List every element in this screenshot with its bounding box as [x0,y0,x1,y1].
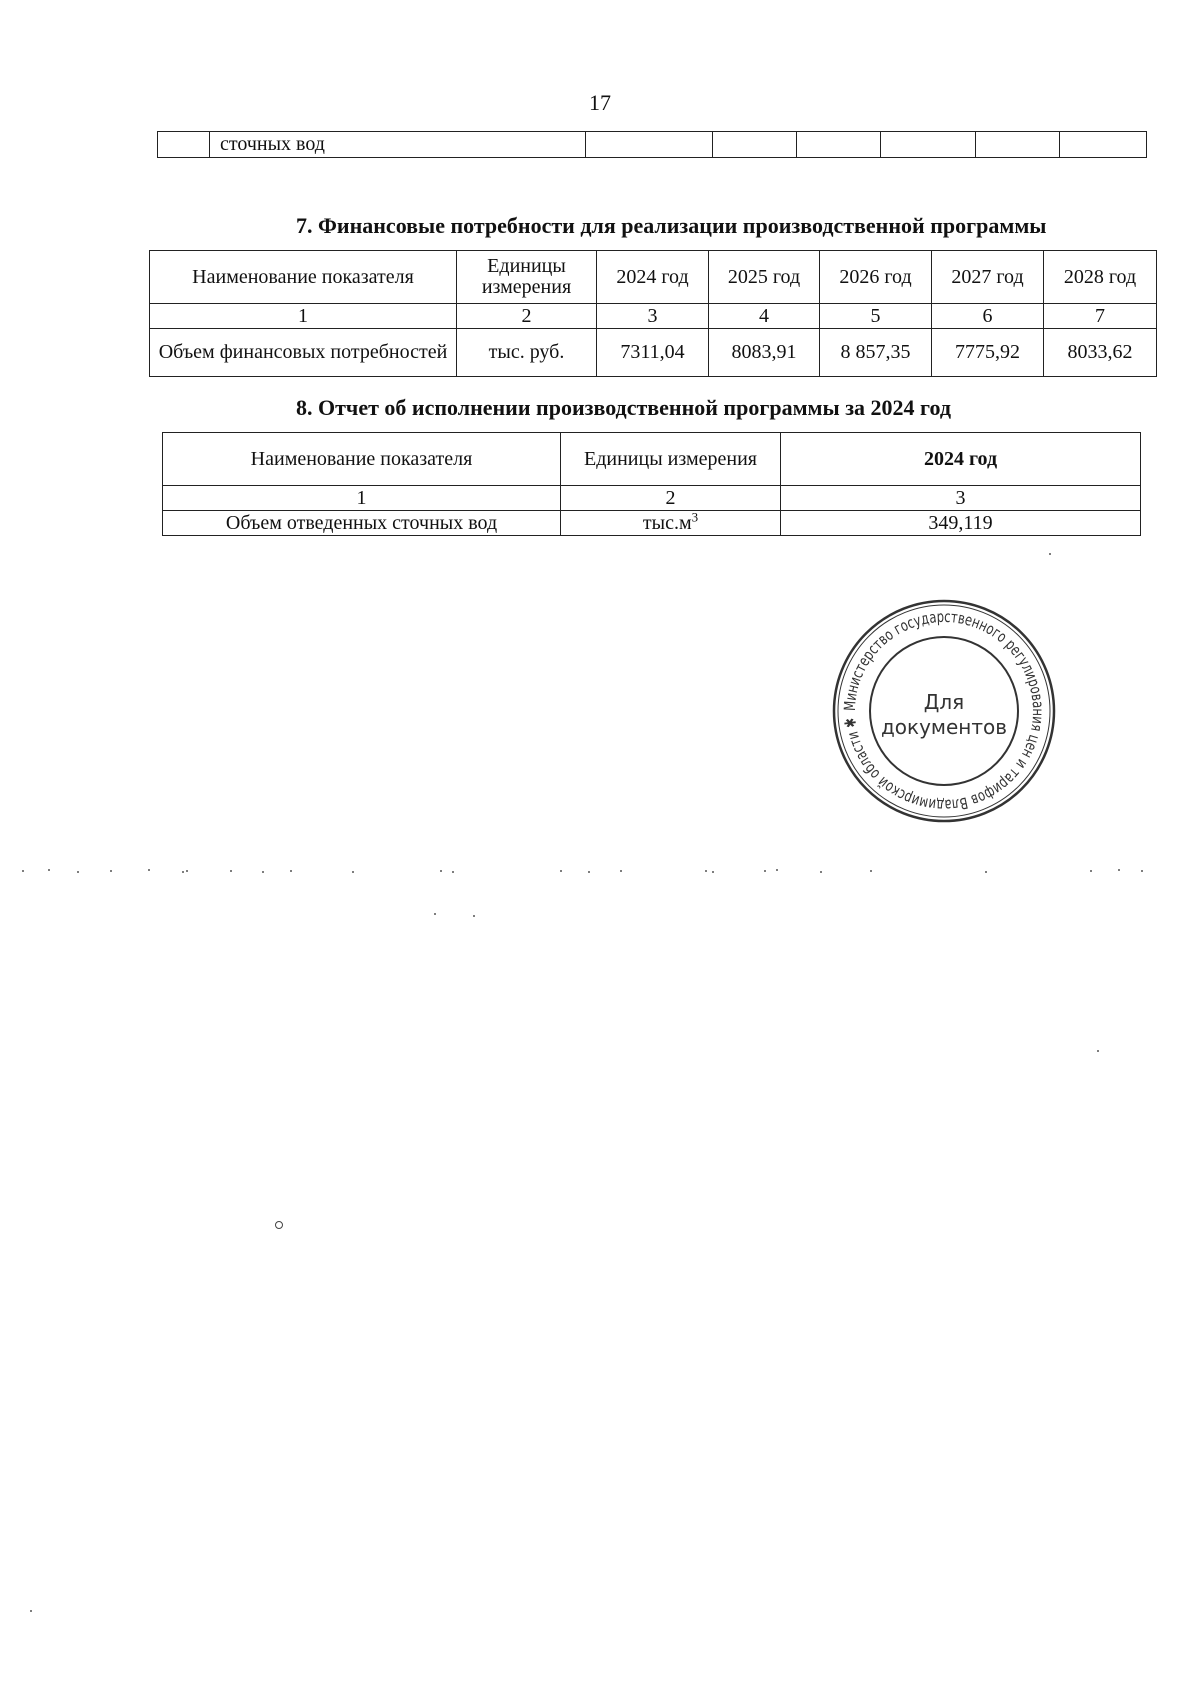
column-number: 4 [709,304,820,329]
header-cell: 2028 год [1044,251,1157,304]
header-cell: Единицы измерения [457,251,597,304]
scan-speck [764,870,766,872]
scan-speck [776,869,778,871]
scan-speck [77,871,79,873]
stamp-ring-text: Министерство государственного регулирования цен и тарифов Владимирской области ✱ [840,607,1048,815]
unit-cell: тыс. руб. [457,329,597,377]
header-cell: 2024 год [597,251,709,304]
column-number: 6 [932,304,1044,329]
scan-speck [434,913,436,915]
scan-speck [290,870,292,872]
header-cell: 2024 год [781,433,1141,486]
scan-speck [712,871,714,873]
scan-speck [186,870,188,872]
scan-speck [262,871,264,873]
scan-speck [452,871,454,873]
official-stamp [828,595,1060,827]
column-number-row [163,486,1141,511]
header-cell: 2025 год [709,251,820,304]
column-number: 3 [781,486,1141,511]
scan-speck [440,870,442,872]
scan-speck [30,1610,32,1612]
financial-needs-table [149,250,1157,377]
scan-speck [985,871,987,873]
scan-speck [22,870,24,872]
column-number: 2 [561,486,781,511]
indicator-name: Объем отведенных сточных вод [163,511,561,536]
page-number: 17 [589,90,611,115]
value-cell: 8083,91 [709,329,820,377]
scan-speck [230,870,232,872]
scan-speck [705,870,707,872]
column-number: 1 [163,486,561,511]
previous-table-fragment [157,131,1147,158]
scan-speck [110,870,112,872]
table-cell: сточных вод [210,132,586,158]
column-number-row [150,304,1157,329]
scan-speck [148,869,150,871]
scan-speck [1118,869,1120,871]
scan-speck [620,870,622,872]
scan-speck [1049,553,1051,555]
scan-speck [820,871,822,873]
table-header-row [163,433,1141,486]
scan-speck [473,915,475,917]
column-number: 1 [150,304,457,329]
scan-speck [1141,870,1143,872]
table-row [158,132,1147,158]
column-number: 2 [457,304,597,329]
scan-speck [352,871,354,873]
scan-speck [1097,1050,1099,1052]
value-cell: 8 857,35 [820,329,932,377]
header-cell: Единицы измерения [561,433,781,486]
program-report-table [162,432,1141,536]
table-row [150,329,1157,377]
value-cell: 8033,62 [1044,329,1157,377]
scan-speck [1090,870,1092,872]
column-number: 5 [820,304,932,329]
scan-speck [870,870,872,872]
scan-mark [275,1221,283,1229]
unit-superscript: 3 [691,508,699,524]
scan-speck [48,869,50,871]
indicator-name: Объем финансовых потребностей [150,329,457,377]
scan-speck [182,871,184,873]
column-number: 3 [597,304,709,329]
column-number: 7 [1044,304,1157,329]
header-cell: 2027 год [932,251,1044,304]
stamp-center-line-2: документов [880,715,1008,739]
scan-speck [560,870,562,872]
value-cell: 349,119 [781,511,1141,536]
header-cell: Наименование показателя [163,433,561,486]
value-cell: 7311,04 [597,329,709,377]
stamp-center-line-1: Для [923,690,965,714]
header-cell: Наименование показателя [150,251,457,304]
scan-speck [588,871,590,873]
header-cell: 2026 год [820,251,932,304]
section-8-heading: 8. Отчет об исполнении производственной программы за 2024 год [296,395,951,420]
table-header-row [150,251,1157,304]
section-7-heading: 7. Финансовые потребности для реализации производственной программы [296,213,1047,238]
unit-cell: $тыс.м^3$ [561,511,781,536]
table-row [163,511,1141,536]
value-cell: 7775,92 [932,329,1044,377]
